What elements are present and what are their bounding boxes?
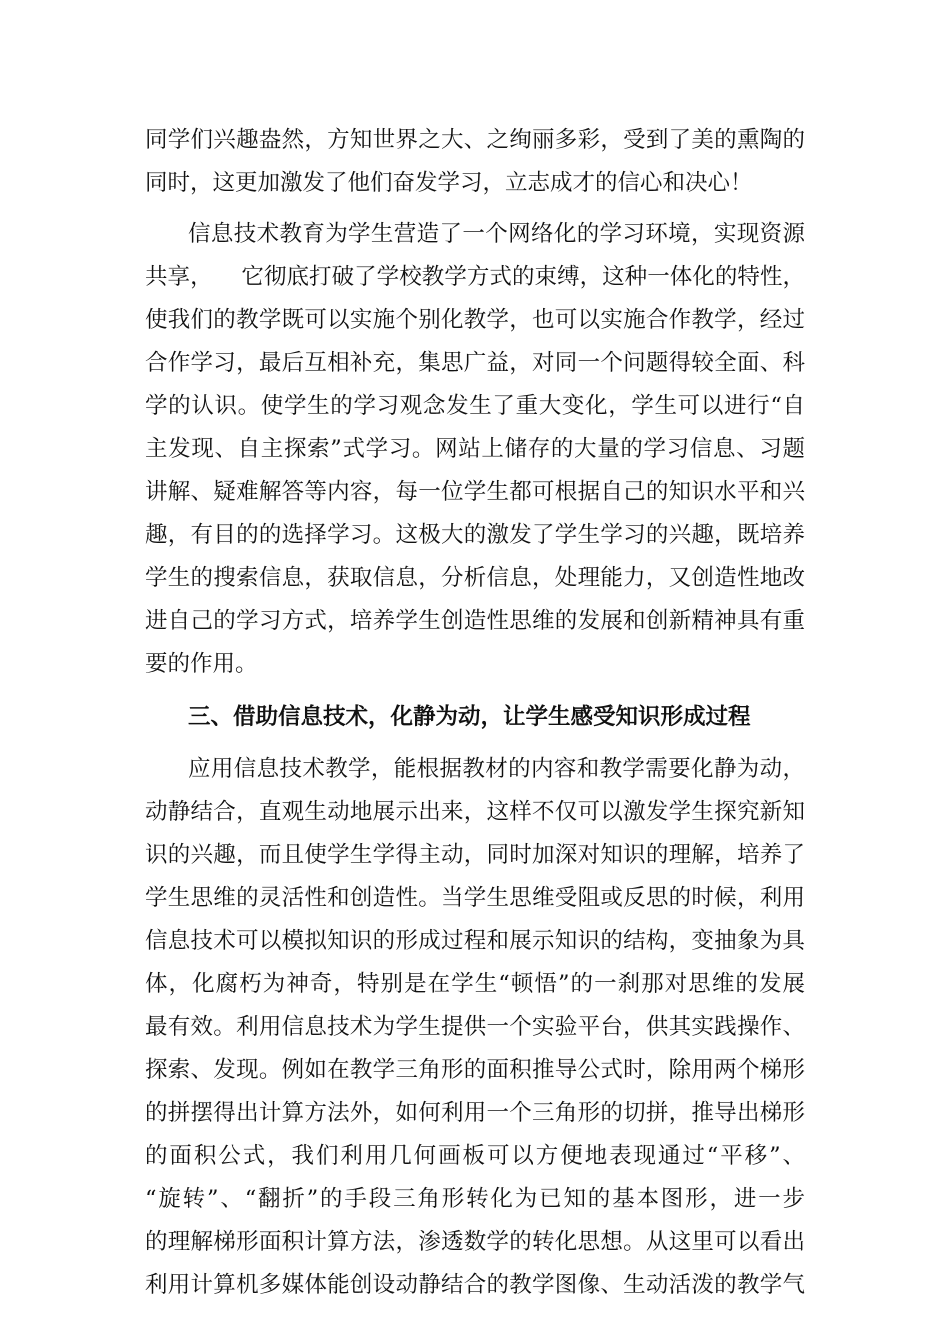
paragraph-3-line-7: 最有效。利用信息技术为学生提供一个实验平台，供其实践操作、	[145, 1014, 805, 1040]
paragraph-3-line-10: 的面积公式，我们利用几何画板可以方便地表现通过“平移”、	[145, 1143, 805, 1169]
paragraph-3-line-9: 的拼摆得出计算方法外，如何利用一个三角形的切拼，推导出梯形	[145, 1100, 805, 1126]
paragraph-2-line-5: 学的认识。使学生的学习观念发生了重大变化，学生可以进行“自	[145, 393, 805, 419]
paragraph-3-line-4: 学生思维的灵活性和创造性。当学生思维受阻或反思的时候，利用	[145, 885, 805, 911]
paragraph-3-line-5: 信息技术可以模拟知识的形成过程和展示知识的结构，变抽象为具	[145, 928, 805, 954]
paragraph-2-line-2: 共享， 它彻底打破了学校教学方式的束缚，这种一体化的特性，	[145, 264, 805, 290]
paragraph-3-line-2: 动静结合，直观生动地展示出来，这样不仅可以激发学生探究新知	[145, 799, 805, 825]
paragraph-3-line-12: 的理解梯形面积计算方法，渗透数学的转化思想。从这里可以看出	[145, 1229, 805, 1255]
paragraph-2-line-1: 信息技术教育为学生营造了一个网络化的学习环境，实现资源	[188, 221, 805, 247]
paragraph-1-line-2: 同时，这更加激发了他们奋发学习，立志成才的信心和决心！	[145, 170, 753, 196]
paragraph-3-line-6: 体，化腐朽为神奇，特别是在学生“顿悟”的一刹那对思维的发展	[145, 971, 805, 997]
paragraph-2-line-8: 趣，有目的的选择学习。这极大的激发了学生学习的兴趣，既培养	[145, 522, 805, 548]
paragraph-2-line-6: 主发现、自主探索”式学习。网站上储存的大量的学习信息、习题	[145, 436, 805, 462]
paragraph-1-line-1: 同学们兴趣盎然，方知世界之大、之绚丽多彩，受到了美的熏陶的	[145, 127, 805, 153]
paragraph-2-line-3: 使我们的教学既可以实施个别化教学，也可以实施合作教学，经过	[145, 307, 805, 333]
paragraph-3-line-1: 应用信息技术教学，能根据教材的内容和教学需要化静为动，	[188, 756, 805, 782]
paragraph-3-line-8: 探索、发现。例如在教学三角形的面积推导公式时，除用两个梯形	[145, 1057, 805, 1083]
paragraph-2-line-10: 进自己的学习方式，培养学生创造性思维的发展和创新精神具有重	[145, 608, 805, 634]
paragraph-3-line-11: “旋转”、“翻折”的手段三角形转化为已知的基本图形，进一步	[145, 1186, 805, 1212]
section-heading: 三、借助信息技术，化静为动，让学生感受知识形成过程	[188, 704, 751, 730]
paragraph-2-line-11: 要的作用。	[145, 651, 258, 677]
paragraph-2-line-9: 学生的搜索信息，获取信息，分析信息，处理能力，又创造性地改	[145, 565, 805, 591]
paragraph-3-line-3: 识的兴趣，而且使学生学得主动，同时加深对知识的理解，培养了	[145, 842, 805, 868]
paragraph-3-line-13: 利用计算机多媒体能创设动静结合的教学图像、生动活泼的教学气	[145, 1272, 805, 1298]
paragraph-2-line-7: 讲解、疑难解答等内容，每一位学生都可根据自己的知识水平和兴	[145, 479, 805, 505]
paragraph-2-line-4: 合作学习，最后互相补充，集思广益，对同一个问题得较全面、科	[145, 350, 805, 376]
